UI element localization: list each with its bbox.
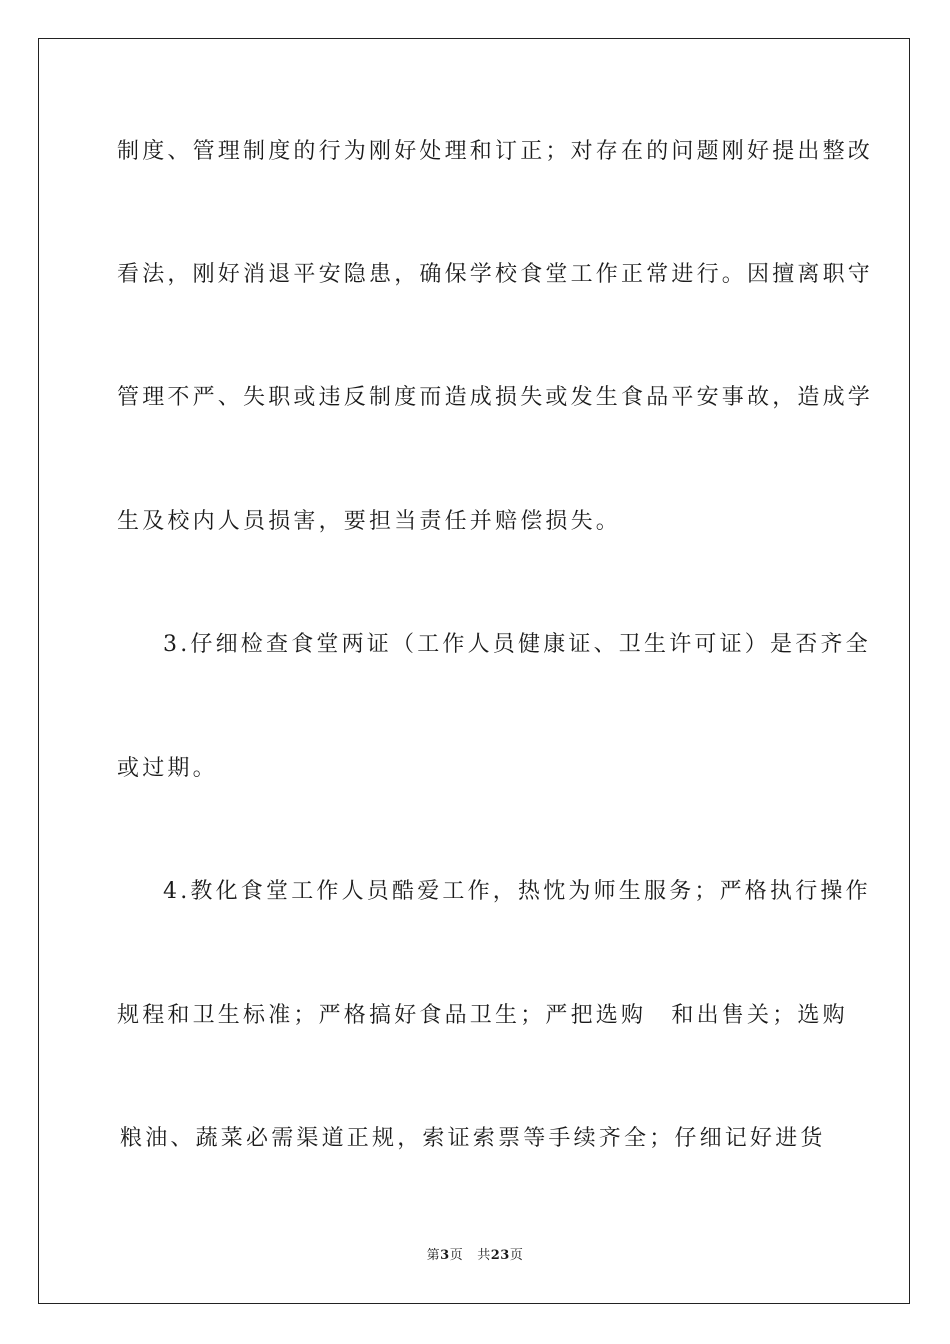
body-text-line-9: 粮油、蔬菜必需渠道正规，索证索票等手续齐全；仔细记好进货 bbox=[120, 1126, 826, 1151]
footer-page-number: 3 bbox=[440, 1248, 450, 1263]
footer-page-prefix: 第 bbox=[426, 1248, 441, 1263]
body-text-line-5: 3.仔细检查食堂两证（工作人员健康证、卫生许可证）是否齐全 bbox=[163, 632, 871, 657]
body-text-line-4: 生及校内人员损害，要担当责任并赔偿损失。 bbox=[117, 509, 622, 534]
body-text-line-7: 4.教化食堂工作人员酷爱工作，热忱为师生服务；严格执行操作 bbox=[163, 879, 871, 904]
body-text-line-2: 看法，刚好消退平安隐患，确保学校食堂工作正常进行。因擅离职守 bbox=[117, 262, 874, 287]
body-text-line-8: 规程和卫生标准；严格搞好食品卫生；严把选购 和出售关；选购 bbox=[117, 1003, 848, 1028]
body-text-line-6: 或过期。 bbox=[117, 756, 218, 781]
footer-total-prefix: 共 bbox=[477, 1248, 491, 1263]
body-text-line-3: 管理不严、失职或违反制度而造成损失或发生食品平安事故，造成学 bbox=[117, 385, 874, 410]
page-border bbox=[38, 38, 910, 1304]
footer-total-suffix: 页 bbox=[509, 1248, 524, 1263]
footer-total-pages: 23 bbox=[490, 1248, 510, 1263]
body-text-line-1: 制度、管理制度的行为刚好处理和订正；对存在的问题刚好提出整改 bbox=[117, 139, 874, 164]
footer-page-suffix: 页 bbox=[449, 1248, 464, 1263]
page-footer bbox=[0, 1247, 950, 1265]
